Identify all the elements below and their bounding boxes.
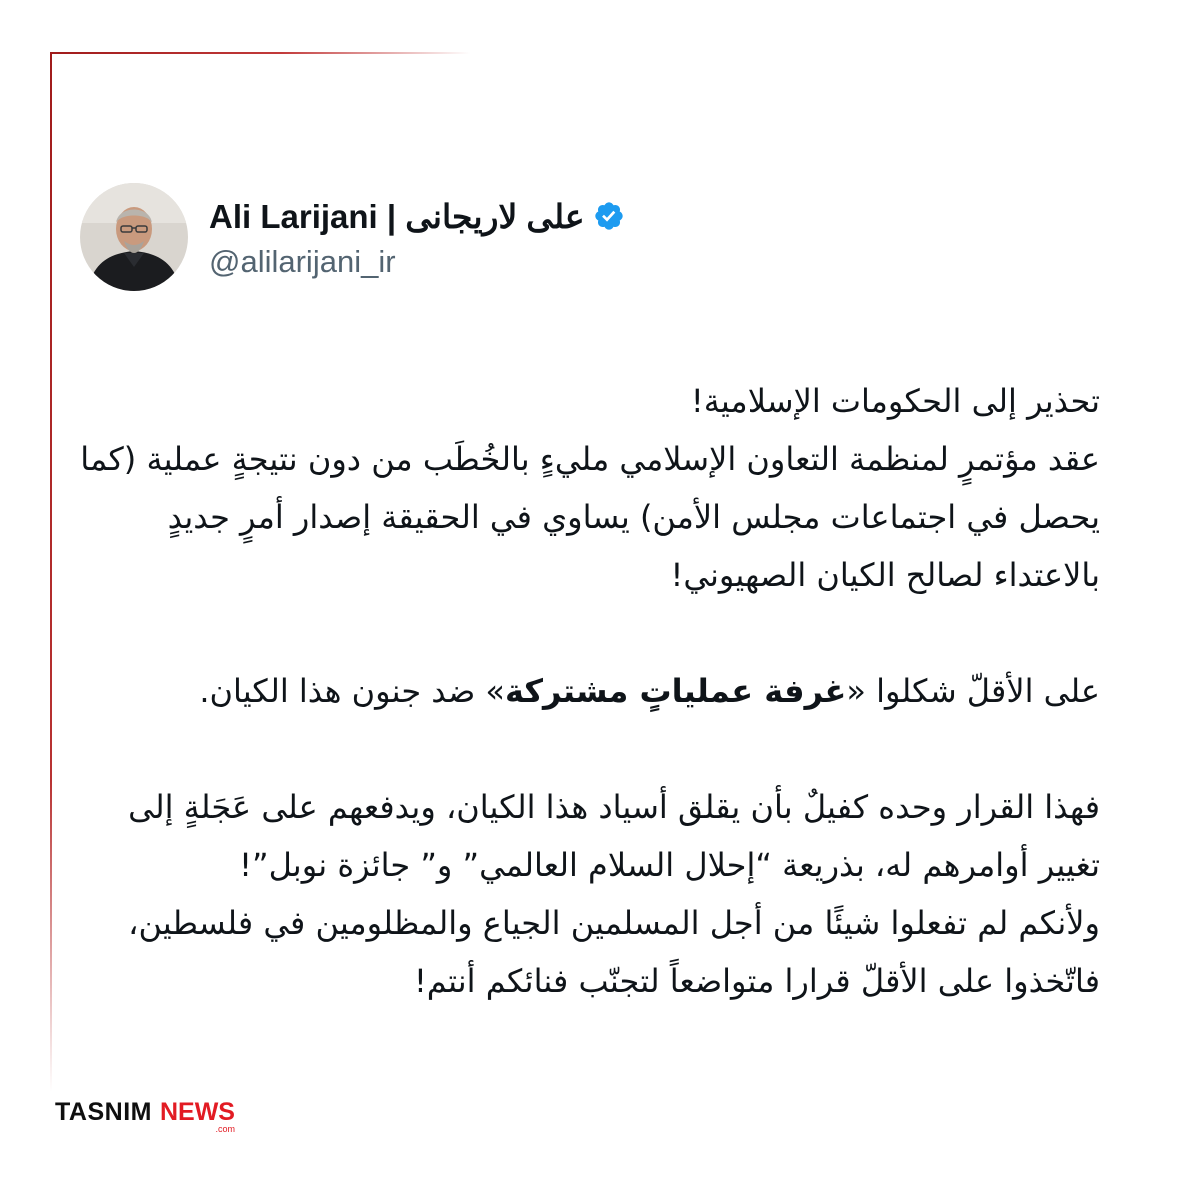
avatar-portrait-icon	[80, 183, 188, 291]
tweet-header	[80, 182, 625, 292]
tasnim-news-logo	[55, 1098, 235, 1134]
tweet-text-after-bold: » ضد جنون هذا الكيان.	[199, 672, 505, 710]
tweet-paragraph-3	[80, 778, 1100, 1010]
display-name[interactable]: Ali Larijani | على لاريجانى	[209, 197, 585, 235]
tweet-line-decision: فهذا القرار وحده كفيلٌ بأن يقلق أسياد هذا الكيان، ويدفعهم على عَجَلةٍ إلى تغيير أوامرهم له، بذريعة “إحلال السلام العالمي” و” جائزة نوبل”!	[128, 788, 1100, 884]
logo-domain-suffix: .com	[215, 1124, 235, 1134]
tweet-text	[80, 372, 1100, 1010]
name-row	[209, 194, 625, 238]
tweet-line-conference: عقد مؤتمرٍ لمنظمة التعاون الإسلامي مليءٍ بالخُطَب من دون نتيجةٍ عملية (كما يحصل في اجتماعات مجلس الأمن) يساوي في الحقيقة إصدار أمرٍ جديدٍ بالاعتداء لصالح الكيان الصهيوني!	[80, 440, 1100, 594]
tweet-bold-phrase: غرفة عملياتٍ مشتركة	[505, 672, 847, 710]
tweet-line-palestine: ولأنكم لم تفعلوا شيئًا من أجل المسلمين الجياع والمظلومين في فلسطين، فاتّخذوا على الأقلّ قرارا متواضعاً لتجنّب فنائكم أنتم!	[128, 904, 1100, 1000]
tweet-text-before-bold: على الأقلّ شكلوا «	[846, 672, 1100, 710]
frame-top-border	[50, 52, 470, 54]
paragraph-spacer	[80, 604, 1100, 662]
logo-news-text: NEWS	[159, 1098, 235, 1126]
tweet-line-warning: تحذير إلى الحكومات الإسلامية!	[690, 382, 1100, 420]
logo-word-tasnim: TASNIM	[55, 1098, 152, 1126]
paragraph-spacer	[80, 720, 1100, 778]
account-identity	[209, 194, 625, 280]
logo-word-news	[159, 1098, 235, 1134]
tweet-paragraph-1	[80, 372, 1100, 604]
frame-left-border	[50, 52, 52, 1092]
avatar[interactable]	[80, 183, 188, 291]
tweet-paragraph-2	[80, 662, 1100, 720]
account-handle[interactable]: @alilarijani_ir	[209, 244, 396, 279]
verified-badge-icon	[593, 200, 625, 232]
